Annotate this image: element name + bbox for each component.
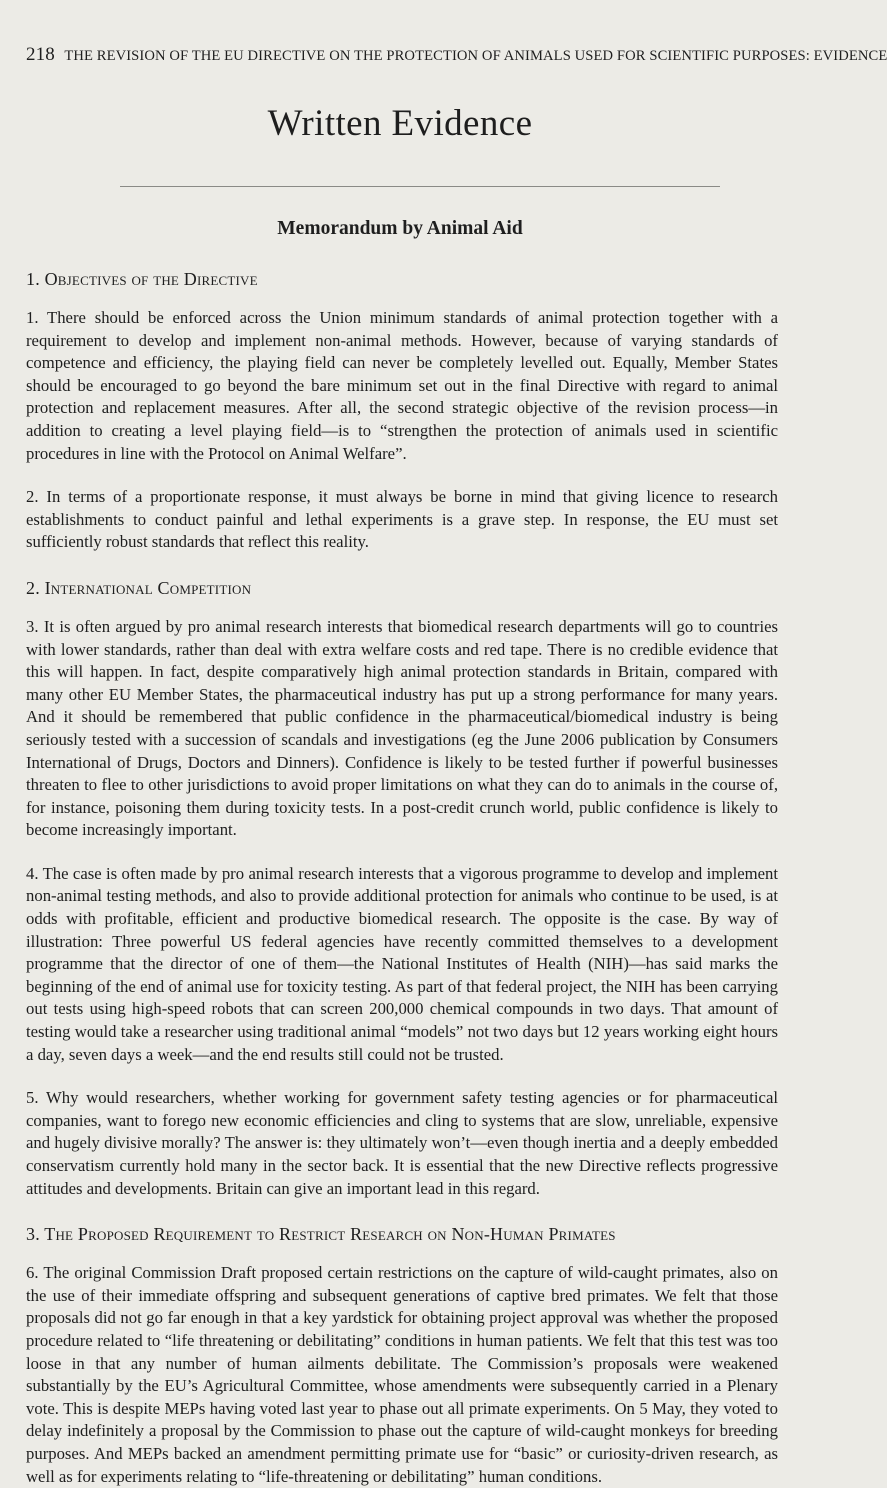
paragraph: 3. It is often argued by pro animal research interests that biomedical research departments will go to countries with lower standards, rather than deal with extra welfare costs and red tape. There is no credible evidence that this will happen. In fact, despite comparatively high animal protection standards in Britain, compared with many other EU Member States, the pharmaceutical industry has put up a strong performance for many years. And it should be remembered that public confidence in the pharmaceutical/biomedical industry is being seriously tested with a succession of scandals and investigations (eg the June 2006 publication by Consumers International of Drugs, Doctors and Dinners). Confidence is likely to be tested further if powerful businesses threaten to flee to other jurisdictions to avoid proper limitations on what they can do to animals in the course of, for instance, poisoning them during toxicity tests. In a post-credit crunch world, public confidence is likely to become increasingly important.	[26, 616, 778, 840]
running-title: THE REVISION OF THE EU DIRECTIVE ON THE PROTECTION OF ANIMALS USED FOR SCIENTIFIC PURPOSES: EVIDENCE	[64, 48, 887, 64]
document-body	[26, 268, 778, 1488]
paragraph: 1. There should be enforced across the Union minimum standards of animal protection together with a requirement to develop and implement non-animal methods. However, because of varying standards of competence and efficiency, the playing field can never be completely levelled out. Equally, Member States should be encouraged to go beyond the bare minimum set out in the final Directive with regard to animal protection and replacement measures. After all, the second strategic objective of the revision process—in addition to creating a level playing field—is to “strengthen the protection of animals used in scientific procedures in line with the Protocol on Animal Welfare”.	[26, 308, 778, 463]
section-heading: 1. Objectives of the Directive	[26, 269, 258, 289]
running-header	[26, 44, 887, 66]
paragraph: 4. The case is often made by pro animal research interests that a vigorous programme to develop and implement non-animal testing methods, and also to provide additional protection for animals who continue to be used, is at odds with profitable, efficient and productive biomedical research. The opposite is the case. By way of illustration: Three powerful US federal agencies have recently committed themselves to a development programme that the director of one of them—the National Institutes of Health (NIH)—has said marks the beginning of the end of animal use for toxicity testing. As part of that federal project, the NIH has been carrying out tests using high-speed robots that can screen 200,000 chemical compounds in two days. That amount of testing would take a researcher using traditional animal “models” not two days but 12 years working eight hours a day, seven days a week—and the end results still could not be trusted.	[26, 863, 778, 1064]
section-heading: 3. The Proposed Requirement to Restrict Research on Non-Human Primates	[26, 1224, 616, 1245]
section-heading: 2. International Competition	[26, 577, 252, 598]
title-divider	[120, 186, 720, 187]
section-title: Written Evidence	[267, 103, 533, 144]
memo-title: Memorandum by Animal Aid	[277, 218, 523, 239]
page-number: 218	[26, 44, 55, 65]
paragraph: 6. The original Commission Draft proposed certain restrictions on the capture of wild-caught primates, also on the use of their immediate offspring and subsequent generations of captive bred primates. We felt that those proposals did not go far enough in that a key yardstick for obtaining project approval was whether the proposed procedure related to “life threatening or debilitating” conditions in human patients. We felt that this test was too loose in that any number of human ailments debilitate. The Commission’s proposals were weakened substantially by the EU’s Agricultural Committee, whose amendments were subsequently carried in a Plenary vote. This is despite MEPs having voted last year to phase out all primate experiments. On 5 May, they voted to delay indefinitely a proposal by the Commission to phase out the capture of wild-caught monkeys for breeding purposes. And MEPs backed an amendment permitting primate use for “basic” or curiosity-driven research, as well as for experiments relating to “life-threatening or debilitating” human conditions.	[26, 1263, 778, 1486]
paragraph: 2. In terms of a proportionate response, it must always be borne in mind that giving licence to research establishments to conduct painful and lethal experiments is a grave step. In response, the EU must set sufficiently robust standards that reflect this reality.	[26, 487, 778, 552]
paragraph: 5. Why would researchers, whether working for government safety testing agencies or for pharmaceutical companies, want to forego new economic efficiencies and cling to systems that are slow, unreliable, expensive and hugely divisive morally? The answer is: they ultimately won’t—even though inertia and a deeply embedded conservatism currently hold many in the sector back. It is essential that the new Directive reflects progressive attitudes and developments. Britain can give an important lead in this regard.	[26, 1088, 778, 1198]
